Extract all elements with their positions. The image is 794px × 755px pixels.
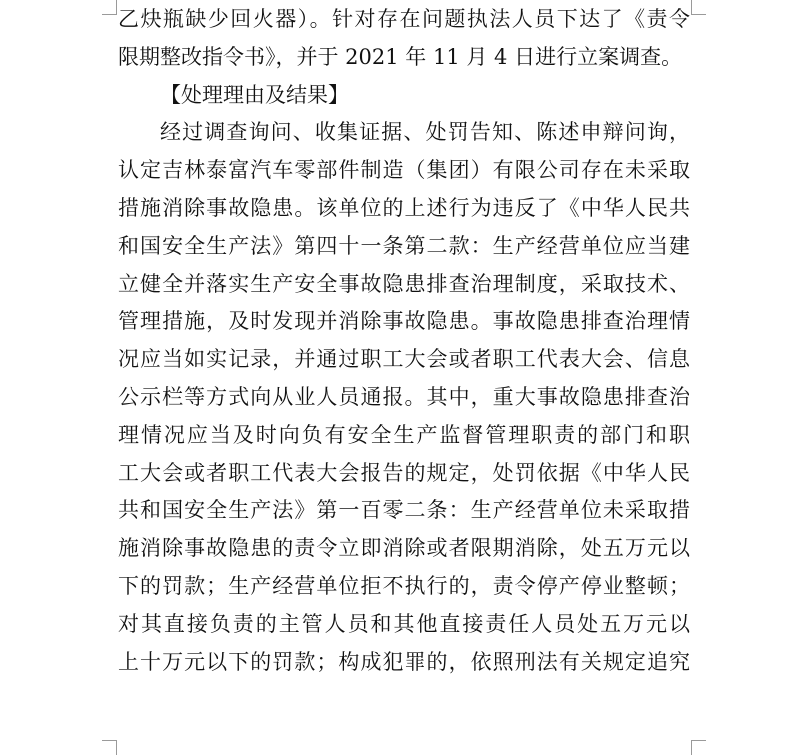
body-line: 认定吉林泰富汽车零部件制造（集团）有限公司存在未采取 — [118, 158, 690, 183]
body-line: 立健全并落实生产安全事故隐患排查治理制度，采取技术、 — [118, 271, 690, 296]
margin-corner-mark-bottom-right — [691, 740, 706, 755]
body-line: 理情况应当及时向负有安全生产监督管理职责的部门和职 — [118, 422, 690, 447]
body-line: 管理措施，及时发现并消除事故隐患。事故隐患排查治理情 — [118, 309, 690, 334]
body-line: 施消除事故隐患的责令立即消除或者限期消除，处五万元以 — [118, 536, 690, 561]
body-line: 下的罚款；生产经营单位拒不执行的，责令停产停业整顿； — [118, 573, 690, 598]
document-body-text — [118, 1, 690, 681]
body-line: 上十万元以下的罚款；构成犯罪的，依照刑法有关规定追究 — [118, 649, 690, 674]
margin-corner-mark-top-right — [691, 0, 706, 15]
body-line: 公示栏等方式向从业人员通报。其中，重大事故隐患排查治 — [118, 384, 690, 409]
body-line: 经过调查询问、收集证据、处罚告知、陈述申辩问询， — [160, 120, 690, 145]
body-line: 限期整改指令书》，并于 2021 年 11 月 4 日进行立案调查。 — [118, 44, 683, 69]
section-heading: 【处理理由及结果】 — [160, 82, 349, 107]
margin-corner-mark-top-left — [102, 0, 117, 15]
margin-corner-mark-bottom-left — [102, 740, 117, 755]
body-line: 况应当如实记录，并通过职工大会或者职工代表大会、信息 — [118, 347, 690, 372]
body-line: 和国安全生产法》第四十一条第二款：生产经营单位应当建 — [118, 233, 690, 258]
body-line: 对其直接负责的主管人员和其他直接责任人员处五万元以 — [118, 611, 690, 636]
body-line: 措施消除事故隐患。该单位的上述行为违反了《中华人民共 — [118, 195, 690, 220]
body-line: 工大会或者职工代表大会报告的规定，处罚依据《中华人民 — [118, 460, 690, 485]
body-line: 乙炔瓶缺少回火器）。针对存在问题执法人员下达了《责令 — [118, 7, 690, 31]
body-line: 共和国安全生产法》第一百零二条：生产经营单位未采取措 — [118, 498, 690, 523]
